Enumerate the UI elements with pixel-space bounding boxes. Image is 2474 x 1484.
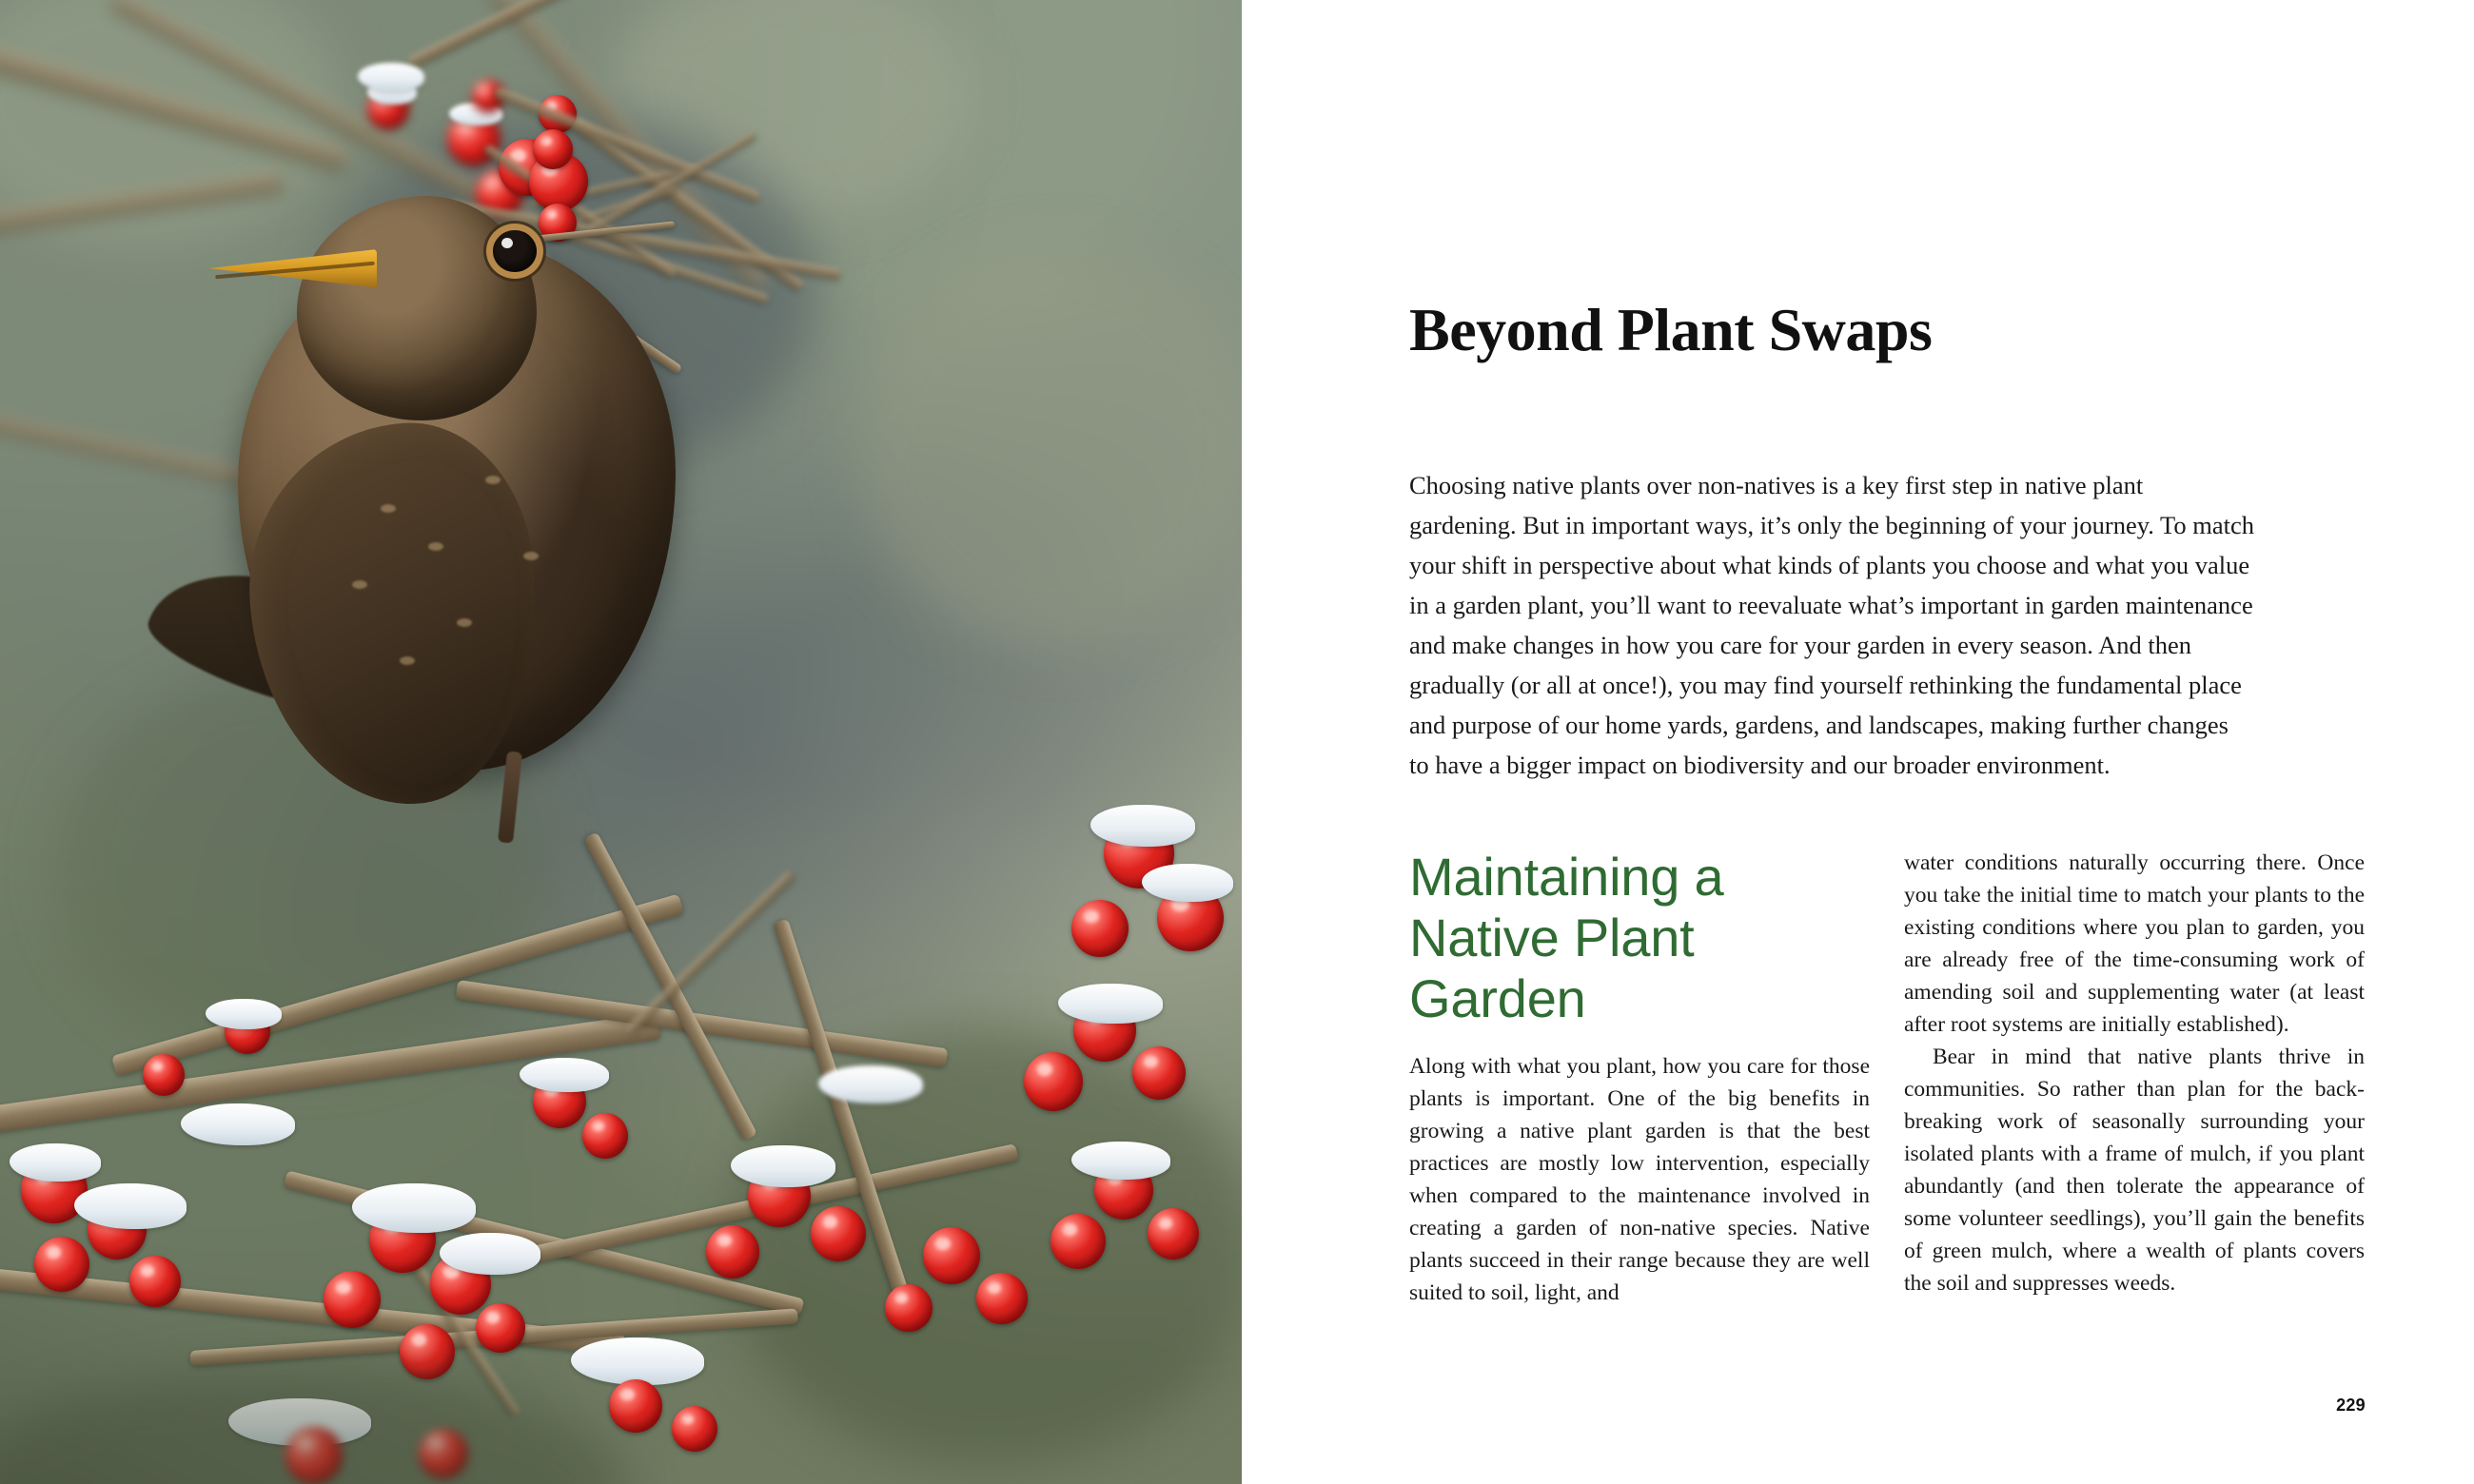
berry [582,1113,628,1159]
snow-cap [571,1338,704,1385]
berry [609,1379,662,1433]
feather-speckle [400,656,415,665]
snow-cap [358,63,424,91]
page-number: 229 [2336,1396,2366,1415]
snow-cap [206,999,282,1029]
intro-paragraph: Choosing native plants over non-natives is a key first step in native plant gardening. But in important ways, it’s only the beginning of your journey. To match your shift in perspective about what kinds of plants you choose and what you value in a garden plant, you’ll want to reevaluate what’s important in garden maintenance and make changes in how you care for your garden in every season. And then gradually (or all at once!), you may find yourself rethinking the fundamental place and purpose of our home yards, gardens, and landscapes, making further changes to have a bigger impact on biodiversity and our broader environment. [1409,470,2254,779]
snow-cap [1142,864,1233,902]
berry [1050,1214,1106,1269]
berry [923,1227,980,1284]
bird-eye [493,230,537,272]
body-paragraph: Along with what you plant, how you care for those plants is important. One of the big benefits in growing a native plant garden is that the best practices are mostly low intervention, especially when compared to the maintenance involved in creating a garden of non-native species. Native plants succeed in their range because they are well suited to soil, light, and [1409,1054,1870,1305]
berry [811,1206,866,1261]
berry [672,1406,717,1452]
snow-cap [181,1103,295,1145]
berry [533,129,573,169]
berry [285,1427,343,1484]
column-right [1904,847,2365,1309]
berry [34,1237,89,1292]
body-paragraph: water conditions naturally occurring there. Once you take the initial time to match your plants to the existing conditions where you plan to garden, you are already free of the time-consuming work of amending soil and supplementing water (at least after root systems are initially established). [1904,850,2365,1037]
berry [476,1303,525,1353]
snow-cap [818,1065,923,1103]
berry [324,1271,381,1328]
berry [1148,1208,1199,1259]
feather-speckle [352,580,367,589]
berry [419,1429,468,1478]
berry [143,1054,185,1096]
snow-cap [10,1143,101,1181]
blackbird [238,238,733,866]
feather-speckle [381,504,396,513]
berry [885,1284,933,1332]
snow-cap [1058,984,1163,1024]
snow-cap [352,1183,476,1233]
snow-cap [1071,1142,1170,1180]
berry [706,1225,759,1279]
snow-cap [731,1145,835,1187]
column-left [1409,847,1870,1309]
berry [1071,900,1129,957]
berry [976,1273,1028,1324]
snow-cap [440,1233,540,1275]
two-column-body [1409,847,2366,1309]
feather-speckle [457,618,472,627]
berry [400,1324,455,1379]
page-title: Beyond Plant Swaps [1409,295,1933,363]
feather-speckle [428,542,443,551]
snow-cap [520,1058,609,1092]
snow-cap [74,1183,187,1229]
body-paragraph: Bear in mind that native plants thrive in communities. So rather than plan for the back-breaking work of seasonally surrounding your isolated plants with a frame of mulch, if you plant abundantly (and then tolerate the appearance of some volunteer seedlings), you’ll gain the benefits of green mulch, where a wealth of plants covers the soil and suppresses weeds. [1904,1045,2365,1296]
berry [1024,1052,1083,1111]
text-column-block [1409,0,2366,1484]
berry [1132,1046,1186,1100]
feather-speckle [523,552,539,560]
snow-cap [1090,805,1195,847]
text-page [1242,0,2474,1484]
berry [129,1256,181,1307]
section-heading: Maintaining a Native Plant Garden [1409,847,1724,1028]
feather-speckle [485,476,501,484]
